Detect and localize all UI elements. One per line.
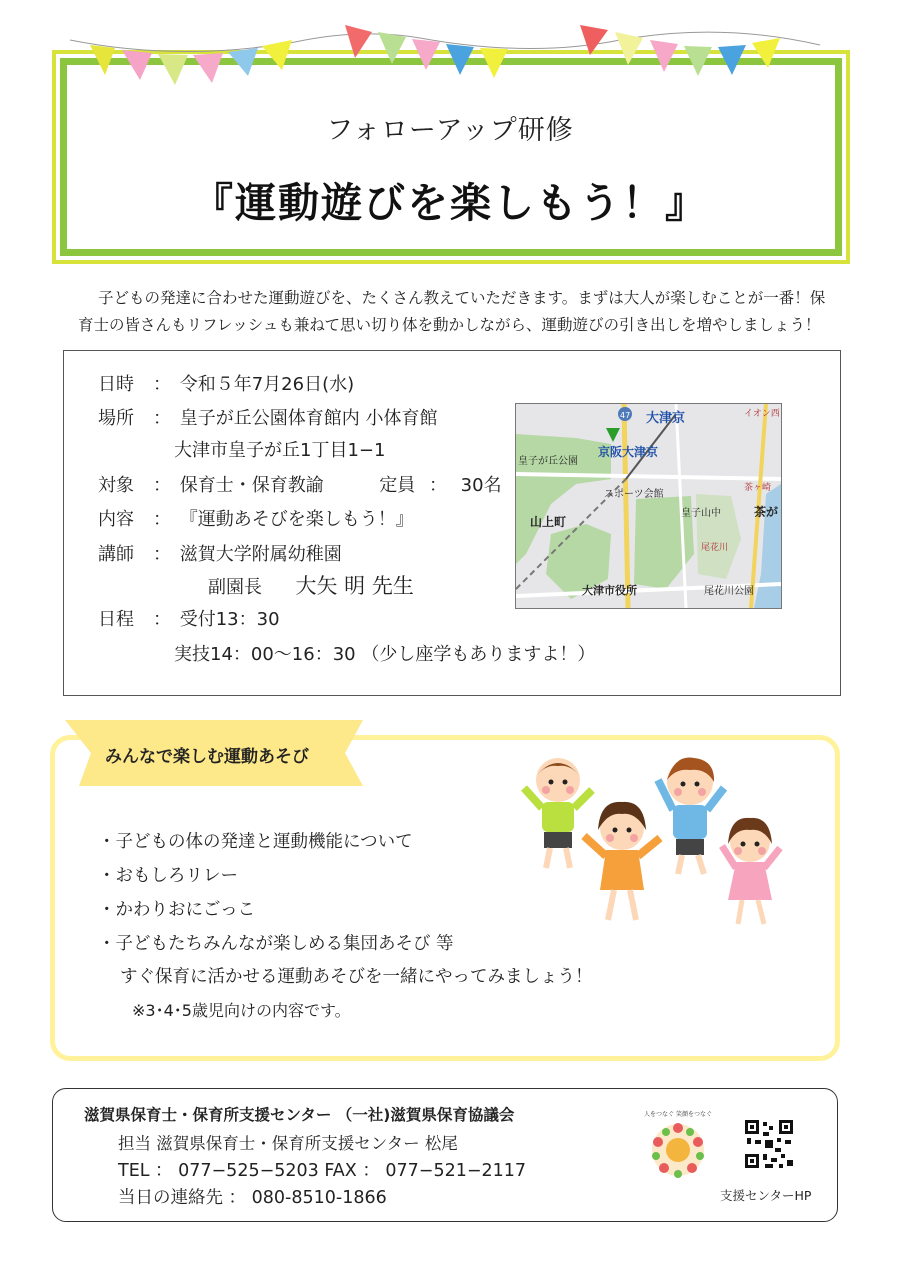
colon: ： <box>428 475 447 496</box>
bunting-decoration <box>60 0 840 95</box>
place-row <box>98 404 437 430</box>
activities-closing: すぐ保育に活かせる運動あそびを一緒にやってみましょう！ <box>120 967 593 987</box>
target-row <box>98 471 502 497</box>
footer-phone-fax: TEL ： 077−525−5203 FAX ： 077−521−2117 <box>118 1161 527 1181</box>
lecturer-role: 副園長 <box>208 577 262 598</box>
content-row <box>98 505 414 531</box>
colon: ： <box>153 609 171 630</box>
place-value: 皇子が丘公園体育館内 小体育館 <box>179 408 438 429</box>
intro-line-2: 育士の皆さんもリフレッシュも兼ねて思い切り体を動かしながら、運動遊びの引き出しを増やしましょう！ <box>78 316 821 334</box>
lecturer-org: 滋賀大学附属幼稚園 <box>179 544 342 565</box>
qr-code[interactable] <box>745 1120 793 1168</box>
colon: ： <box>153 374 171 395</box>
place-label: 場所 <box>98 408 134 429</box>
target-label: 対象 <box>98 475 134 496</box>
lecturer-name: 大矢 明 先生 <box>295 574 414 598</box>
content-value: 『運動あそびを楽しもう！』 <box>179 509 414 530</box>
address-value: 大津市皇子が丘1丁目1−1 <box>174 440 386 461</box>
event-subtitle: フォローアップ研修 <box>326 115 574 146</box>
date-label: 日時 <box>98 374 134 395</box>
date-row <box>98 370 354 396</box>
map-label-park: 皇子が丘公園 <box>518 456 578 467</box>
map-label-chagasaki: 茶ヶ崎 <box>744 483 772 493</box>
logo-text: 人をつなぐ 笑顔をつなぐ <box>644 1111 712 1118</box>
lecturer-label: 講師 <box>98 544 134 565</box>
lecturer-row <box>98 540 342 566</box>
map-label-otsukyo: 大津京 <box>646 411 686 426</box>
venue-map <box>515 403 782 609</box>
intro-line-1: 子どもの発達に合わせた運動遊びを、たくさん教えていただきます。まずは大人が楽しむことが一番！保 <box>98 289 826 307</box>
date-value: 令和５年7月26日(水) <box>179 374 355 395</box>
activity-item: ・子どもの体の発達と運動機能について <box>98 832 413 852</box>
map-graphic <box>516 404 781 608</box>
colon: ： <box>153 544 171 565</box>
activities-heading: みんなで楽しむ運動あそび <box>105 747 309 767</box>
lecturer-name-row <box>208 570 414 600</box>
target-value: 保育士・保育教諭 <box>179 475 324 496</box>
intro-text <box>78 285 848 339</box>
map-label-school: 皇子山中 <box>681 508 721 519</box>
capacity-value: 30名 <box>460 475 502 496</box>
map-route-label: 47 <box>620 411 631 420</box>
footer-day-contact: 当日の連絡先 ： 080-8510-1866 <box>118 1188 387 1208</box>
activity-item: ・子どもたちみんなが楽しめる集団あそび 等 <box>98 934 454 954</box>
colon: ： <box>153 509 171 530</box>
activity-item: ・かわりおにごっこ <box>98 900 256 920</box>
qr-label: 支援センターHP <box>720 1188 812 1203</box>
map-label-cha: 茶が <box>754 505 779 519</box>
activity-item: ・おもしろリレー <box>98 866 238 886</box>
practice-time: 実技14：00〜16：30 （少し座学もありますよ！） <box>174 644 596 665</box>
children-illustration <box>510 750 800 950</box>
footer-organization: 滋賀県保育士・保育所支援センター （一社)滋賀県保育協議会 <box>84 1106 515 1124</box>
capacity-label: 定員 <box>379 475 416 496</box>
map-label-sports-hall: スポーツ会館 <box>604 489 664 500</box>
map-label-obanagawa-park: 尾花川公園 <box>704 586 754 597</box>
schedule-row <box>98 605 280 631</box>
colon: ： <box>153 408 171 429</box>
map-label-aeon: イオン西 <box>744 409 780 419</box>
activities-note: ※3･4･5歳児向けの内容です。 <box>132 1001 351 1020</box>
child-figure-4 <box>722 818 780 924</box>
event-title: 『運動遊びを楽しもう！』 <box>192 179 708 227</box>
colon: ： <box>153 475 171 496</box>
map-label-keihan-otsukyo: 京阪大津京 <box>598 445 659 459</box>
child-figure-3 <box>658 757 724 874</box>
schedule-label: 日程 <box>98 609 134 630</box>
reception-time: 受付13：30 <box>179 609 280 630</box>
support-center-logo <box>640 1108 716 1184</box>
child-figure-1 <box>524 758 592 868</box>
child-figure-2 <box>584 802 660 920</box>
footer-contact-person: 担当 滋賀県保育士・保育所支援センター 松尾 <box>118 1134 458 1153</box>
map-label-obanagawa: 尾花川 <box>701 543 729 553</box>
content-label: 内容 <box>98 509 134 530</box>
map-label-yamagami: 山上町 <box>530 515 567 529</box>
map-label-city-hall: 大津市役所 <box>582 584 637 597</box>
